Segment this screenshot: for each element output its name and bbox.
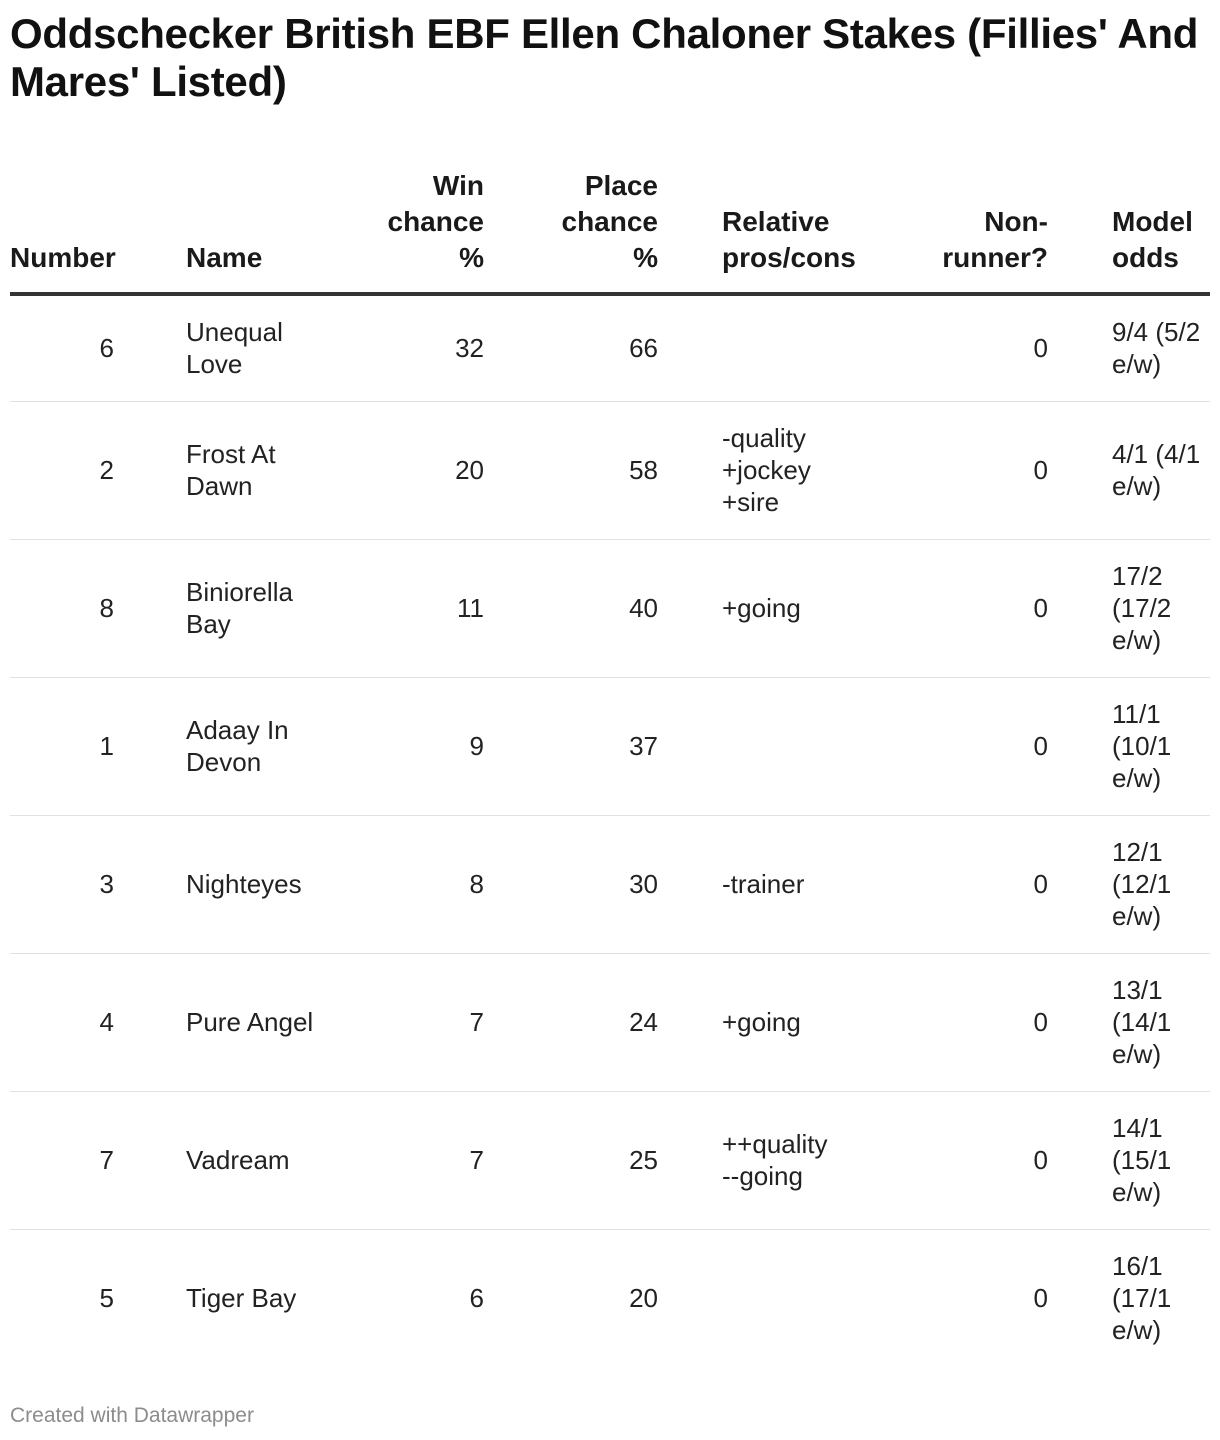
cell-place-chance: 30 <box>534 815 658 953</box>
table-row <box>10 815 1210 953</box>
column-gap <box>892 1091 932 1229</box>
chart-title: Oddschecker British EBF Ellen Chaloner Stakes (Fillies' And Mares' Listed) <box>10 10 1199 105</box>
cell-pros-cons: -quality +jockey +sire <box>722 401 892 539</box>
column-gap <box>484 1229 534 1367</box>
cell-model-odds: 4/1 (4/1 e/w) <box>1112 401 1210 539</box>
cell-place-chance: 24 <box>534 953 658 1091</box>
column-gap <box>1048 1229 1112 1367</box>
cell-model-odds: 13/1 (14/1 e/w) <box>1112 953 1210 1091</box>
column-gap <box>326 677 360 815</box>
cell-name: Pure Angel <box>186 953 326 1091</box>
column-gap <box>114 1229 186 1367</box>
cell-pros-cons: -trainer <box>722 815 892 953</box>
table-row <box>10 1091 1210 1229</box>
credit-footer[interactable]: Created with Datawrapper <box>10 1404 254 1427</box>
cell-name: Tiger Bay <box>186 1283 297 1314</box>
cell-win-chance: 7 <box>360 953 484 1091</box>
cell-name: Nighteyes <box>186 815 326 953</box>
header-non-runner[interactable]: Non-runner? <box>932 160 1048 294</box>
cell-model-odds: 12/1 (12/1 e/w) <box>1112 815 1210 953</box>
column-gap <box>326 1229 360 1367</box>
cell-number: 3 <box>10 815 114 953</box>
table-row <box>10 677 1210 815</box>
cell-non-runner: 0 <box>932 401 1048 539</box>
header-row <box>10 160 1210 294</box>
column-gap <box>484 294 534 401</box>
cell-pros-cons: +going <box>722 539 892 677</box>
cell-non-runner: 0 <box>932 953 1048 1091</box>
column-gap <box>892 677 932 815</box>
column-gap <box>326 401 360 539</box>
odds-table <box>10 160 1210 1367</box>
cell-non-runner: 0 <box>932 677 1048 815</box>
cell-pros-cons: +going <box>722 953 892 1091</box>
cell-non-runner: 0 <box>1033 1283 1048 1314</box>
cell-name: Frost At Dawn <box>186 401 326 539</box>
header-model-odds[interactable]: Model odds <box>1112 160 1210 294</box>
column-gap <box>658 815 722 953</box>
column-gap <box>114 815 186 953</box>
cell-place-chance: 37 <box>534 677 658 815</box>
column-gap <box>658 1229 722 1367</box>
column-gap <box>114 953 186 1091</box>
column-gap <box>892 294 932 401</box>
column-gap <box>484 539 534 677</box>
cell-non-runner: 0 <box>932 1091 1048 1229</box>
column-gap <box>1048 815 1112 953</box>
cell-place-chance: 66 <box>534 294 658 401</box>
cell-pros-cons <box>722 294 892 401</box>
column-gap <box>484 677 534 815</box>
cell-name: Biniorella Bay <box>186 539 326 677</box>
column-gap <box>892 953 932 1091</box>
column-gap <box>326 294 360 401</box>
cell-win-chance: 6 <box>469 1283 484 1314</box>
cell-name: Adaay In Devon <box>186 677 326 815</box>
cell-non-runner: 0 <box>932 294 1048 401</box>
cell-name: Unequal Love <box>186 294 326 401</box>
cell-win-chance: 8 <box>360 815 484 953</box>
column-gap <box>1048 1091 1112 1229</box>
column-gap <box>892 815 932 953</box>
column-gap <box>1048 677 1112 815</box>
header-place-chance[interactable]: Place chance % <box>534 160 658 294</box>
cell-non-runner: 0 <box>932 815 1048 953</box>
cell-place-chance: 25 <box>534 1091 658 1229</box>
column-gap <box>892 539 932 677</box>
cell-number: 7 <box>10 1091 114 1229</box>
column-gap <box>114 401 186 539</box>
cell-number: 4 <box>10 953 114 1091</box>
cell-place-chance: 20 <box>629 1283 658 1314</box>
column-gap <box>484 815 534 953</box>
column-gap <box>114 677 186 815</box>
column-gap <box>326 1091 360 1229</box>
column-gap <box>484 1091 534 1229</box>
table-row <box>10 953 1210 1091</box>
header-relative-pros-cons[interactable]: Relative pros/cons <box>722 160 892 294</box>
table-row <box>10 1229 1210 1367</box>
column-gap <box>1048 401 1112 539</box>
cell-name: Vadream <box>186 1091 326 1229</box>
cell-place-chance: 40 <box>534 539 658 677</box>
column-gap <box>326 953 360 1091</box>
column-gap <box>114 1091 186 1229</box>
cell-pros-cons <box>722 677 892 815</box>
column-gap <box>658 539 722 677</box>
column-gap <box>484 401 534 539</box>
cell-win-chance: 7 <box>360 1091 484 1229</box>
column-gap <box>1048 294 1112 401</box>
column-gap <box>114 539 186 677</box>
cell-win-chance: 11 <box>360 539 484 677</box>
cell-model-odds: 14/1 (15/1 e/w) <box>1112 1091 1210 1229</box>
table-row <box>10 539 1210 677</box>
cell-number: 1 <box>10 677 114 815</box>
cell-model-odds: 17/2 (17/2 e/w) <box>1112 539 1210 677</box>
cell-non-runner: 0 <box>932 539 1048 677</box>
cell-model-odds: 11/1 (10/1 e/w) <box>1112 677 1210 815</box>
cell-pros-cons: ++quality --going <box>722 1091 892 1229</box>
cell-win-chance: 20 <box>360 401 484 539</box>
header-win-chance[interactable]: Win chance % <box>360 160 484 294</box>
column-gap <box>114 294 186 401</box>
column-gap <box>892 401 932 539</box>
column-gap <box>1048 953 1112 1091</box>
table-row <box>10 401 1210 539</box>
cell-model-odds: 9/4 (5/2 e/w) <box>1112 294 1210 401</box>
column-gap <box>1048 539 1112 677</box>
cell-model-odds: 16/1 (17/1 e/w) <box>1112 1251 1172 1346</box>
cell-place-chance: 58 <box>534 401 658 539</box>
column-gap <box>658 1091 722 1229</box>
column-gap <box>326 815 360 953</box>
cell-number: 2 <box>10 401 114 539</box>
column-gap <box>658 294 722 401</box>
column-gap <box>658 677 722 815</box>
header-number[interactable]: Number <box>10 160 114 294</box>
cell-pros-cons <box>722 1229 892 1367</box>
cell-number: 6 <box>10 294 114 401</box>
column-gap <box>892 1229 932 1367</box>
column-gap <box>326 539 360 677</box>
column-gap <box>658 401 722 539</box>
header-name[interactable]: Name <box>186 160 326 294</box>
column-gap <box>484 953 534 1091</box>
cell-number: 5 <box>99 1283 114 1314</box>
table-row <box>10 294 1210 401</box>
cell-number: 8 <box>10 539 114 677</box>
cell-win-chance: 32 <box>360 294 484 401</box>
cell-win-chance: 9 <box>360 677 484 815</box>
column-gap <box>658 953 722 1091</box>
